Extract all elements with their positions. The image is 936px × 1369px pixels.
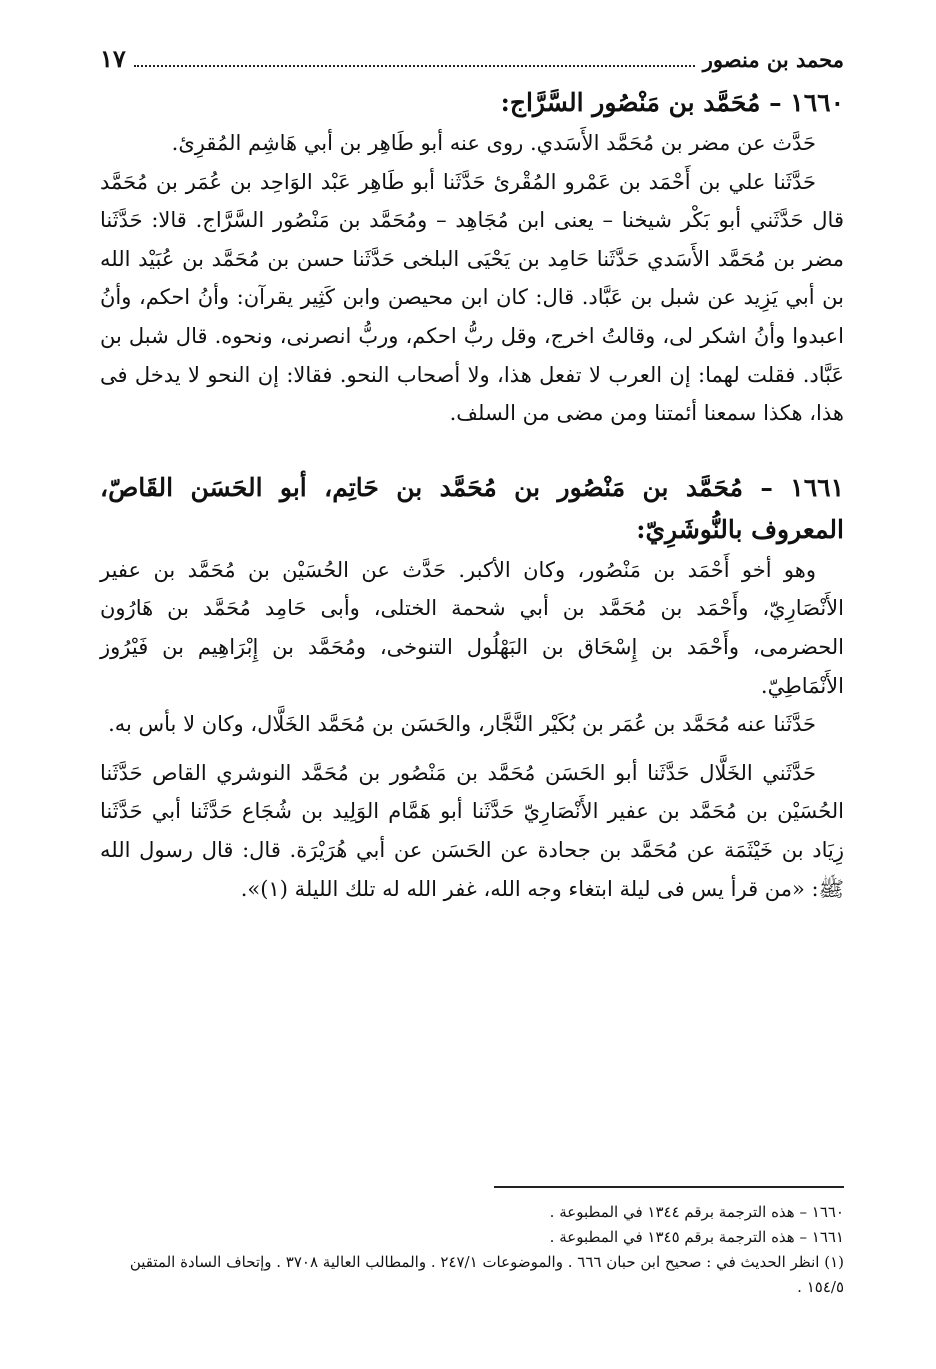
page-number: ١٧ [100, 44, 126, 73]
running-title: محمد بن منصور [702, 47, 844, 72]
footnotes [100, 1186, 844, 1300]
entry-paragraph: حَدَّثَنا علي بن أَحْمَد بن عَمْرو المُقْرئ حَدَّثَنا أبو طَاهِر عَبْد الوَاحِد بن عُمَر بن مُحَمَّد قال حَدَّثَني أبو بَكْر شيخنا – يعنى ابن مُجَاهِد – ومُحَمَّد بن مَنْصُور السَّرَّاج. قالا: حَدَّثَنا مضر بن مُحَمَّد الأَسَدي حَدَّثَنا حَامِد بن يَحْيَى البلخى حَدَّثَنا حسن بن مُحَمَّد بن عُبَيْد الله بن أبي يَزِيد عن شبل بن عَبَّاد. قال: كان ابن محيصن وابن كَثِير يقرآن: وأنُ احكم، وأنُ اعبدوا وأنُ اشكر لى، وقالتُ اخرج، وقل ربُّ احكم، وربُّ انصرنى، ونحوه. قال شبل بن عَبَّاد. فقلت لهما: إن العرب لا تفعل هذا، ولا أصحاب النحو. فقالا: إن النحو لا يدخل فى هذا، هكذا سمعنا أئمتنا ومن مضى من السلف. [100, 169, 844, 426]
footnote-rule [494, 1186, 844, 1188]
entry-paragraph: وهو أخو أَحْمَد بن مَنْصُور، وكان الأكبر. حَدَّث عن الحُسَيْن بن مُحَمَّد بن عفير الأَنْصَارِيّ، وأَحْمَد بن مُحَمَّد بن أبي شحمة الختلى، وأبى حَامِد مُحَمَّد بن هَارُون الحضرمى، وأَحْمَد بن إِسْحَاق بن البَهْلُول التنوخى، ومُحَمَّد بن إِبْرَاهِيم بن فَيْرُوز الأَنْمَاطِيّ. [100, 557, 844, 698]
footnote: ١٦٦١ – هذه الترجمة برقم ١٣٤٥ في المطبوعة . [549, 1228, 844, 1246]
leader-dots [134, 65, 695, 67]
entry-heading: ١٦٦٠ – مُحَمَّد بن مَنْصُور السَّرَّاج: [500, 88, 844, 117]
entry-paragraph: حَدَّث عن مضر بن مُحَمَّد الأَسَدي. روى عنه أبو طَاهِر بن أبي هَاشِم المُقرِئ. [171, 131, 816, 155]
entry-heading: ١٦٦١ – مُحَمَّد بن مَنْصُور بن مُحَمَّد بن حَاتِم، أبو الحَسَن القَاصّ، المعروف بالنُّوشَرِيّ: [100, 472, 844, 544]
footnote: (١) انظر الحديث في : صحيح ابن حبان ٦٦٦ . والموضوعات ٢٤٧/١ . والمطالب العالية ٣٧٠٨ . وإتحاف السادة المتقين ١٥٤/٥ . [129, 1253, 844, 1296]
running-head [100, 44, 844, 82]
paragraph-spacer [100, 744, 844, 754]
entry-paragraph: حَدَّثَنا عنه مُحَمَّد بن عُمَر بن بُكَيْر النَّجَّار، والحَسَن بن مُحَمَّد الخَلَّال، وكان لا بأس به. [108, 712, 816, 737]
entry-1661 [100, 467, 844, 908]
entry-paragraph: حَدَّثَني الخَلَّال حَدَّثَنا أبو الحَسَن مُحَمَّد بن مَنْصُور بن مُحَمَّد النوشري القاص حَدَّثَنا الحُسَيْن بن مُحَمَّد بن عفير الأَنْصَارِيّ حَدَّثَنا أبو هَمَّام الوَلِيد بن شُجَاع حَدَّثَنا أبي حَدَّثَنا زِيَاد بن خَيْثَمَة عن مُحَمَّد بن جحادة عن الحَسَن عن أبي هُرَيْرَة. قال: قال رسول الله ﷺ: «من قرأ يس فى ليلة ابتغاء وجه الله، غفر الله له تلك الليلة (١)». [100, 760, 844, 901]
entry-1660 [100, 82, 844, 433]
footnote: ١٦٦٠ – هذه الترجمة برقم ١٣٤٤ في المطبوعة . [549, 1203, 844, 1221]
section-spacer [100, 433, 844, 467]
